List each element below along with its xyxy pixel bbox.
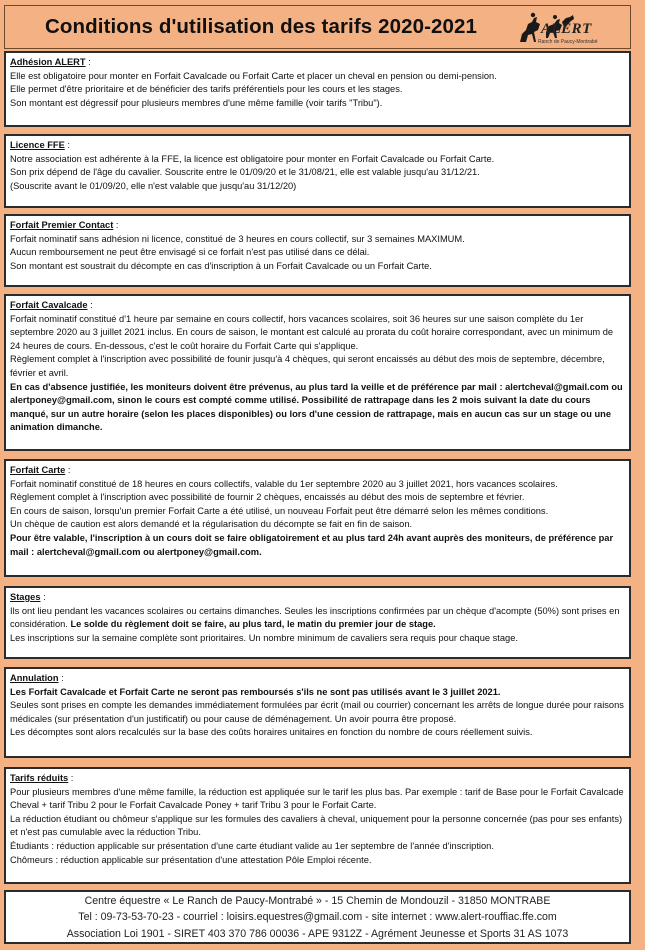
cavalcade-absence-rules: En cas d'absence justifiée, les moniteurs doivent être prévenus, au plus tard la veille et de préférence par mail : alertcheval@gmail.com ou alertponey@gmail.com, sinon le cours est compté comme utilisé. Possibilité de rattrapage dans les 2 mois suivant la date du cours manqué, sur un autre horaire (selon les places disponibles) ou lors d'une cession de rattrapage, mais en aucun cas sur un stage ou une animation dimanche.	[10, 381, 623, 433]
section-title: Licence FFE	[10, 140, 65, 150]
header-banner	[4, 5, 631, 49]
carte-line-4: Un chèque de caution est alors demandé et la régularisation du décompte se fait en fin de saison.	[10, 519, 413, 530]
section-premier-contact: Forfait Premier Contact : Forfait nominatif sans adhésion ni licence, constitué de 3 heures en cours collectif, sur 3 semaines MAXIMUM. Aucun remboursement ne peut être envisagé si ce forfait n'est pas utilisé dans ce délai. Son montant est soustrait du décompte en cas d'inscription à un Forfait Cavalcade ou un Forfait Carte.	[4, 214, 631, 287]
carte-line-1: Forfait nominatif constitué de 18 heures en cours collectifs, valable du 1er septembre 2020 au 3 juillet 2021, hors vacances scolaires.	[10, 478, 558, 489]
carte-line-2: Règlement complet à l'inscription avec possibilité de fournir 2 chèques, encaissés au début des mois de septembre et février.	[10, 492, 525, 503]
adhesion-line-1: Elle est obligatoire pour monter en Forfait Cavalcade ou Forfait Carte et placer un cheval en pension ou demi-pension.	[10, 70, 497, 81]
reduits-line-1: Pour plusieurs membres d'une même famille, la réduction est appliquée sur le tarif les plus bas. Par exemple : tarif de Base pour le Forfait Cavalcade Cheval + tarif Tribu 2 pour le Forfait Cavalcade Poney + tarif Tribu 3 pour le Forfait Carte.	[10, 786, 624, 811]
footer-address: Centre équestre « Le Ranch de Paucy-Montrabé » - 15 Chemin de Mondouzil - 31850 MONTRABE	[84, 895, 551, 907]
alert-logo	[516, 8, 606, 48]
stages-text-2: Les inscriptions sur la semaine complète sont prioritaires. Un nombre minimum de cavaliers sera requis pour chaque stage.	[10, 632, 518, 643]
reduits-line-3: Étudiants : réduction applicable sur présentation d'une carte étudiant valide au 1er septembre de l'année d'inscription.	[10, 840, 494, 851]
section-title: Forfait Carte	[10, 465, 66, 475]
annulation-text: Seules sont prises en compte les demandes immédiatement formulées par écrit (mail ou courrier) concernant les arrêts de longue durée pour raisons médicales (sur présentation d'un justificatif) ou pour cause de déménagement. Un avoir pourra être proposé.	[10, 700, 624, 724]
section-title: Adhésion ALERT	[10, 57, 86, 67]
stages-payment-rule: Le solde du règlement doit se faire, au plus tard, le matin du premier jour de stage.	[70, 619, 436, 630]
section-title: Stages	[10, 592, 41, 602]
section-title: Tarifs réduits	[10, 773, 69, 783]
section-cavalcade: Forfait Cavalcade : Forfait nominatif constitué d'1 heure par semaine en cours collectif, hors vacances scolaires, soit 36 heures sur une saison complète du 1er septembre 2020 au 3 juillet 2021 inclus. En cours de saison, le montant est calculé au prorata du coût horaire correspondant, avec un minimum de 24 heures de cours. En-dessous, c'est le coût horaire du Forfait Carte qui s'applique. Règlement complet à l'inscription avec possibilité de founir jusqu'à 4 chèques, qui seront encaissés au début des mois de septembre, décembre, février et avril. En cas d'absence justifiée, les moniteurs doivent être prévenus, au plus tard la veille et de préférence par mail : alertcheval@gmail.com ou alertponey@gmail.com, sinon le cours est compté comme utilisé. Possibilité de rattrapage dans les 2 mois suivant la date du cours manqué, sur un autre horaire (selon les places disponibles) ou lors d'une cession de rattrapage, mais en aucun cas sur un stage ou une animation dimanche.	[4, 294, 631, 451]
footer-legal: Association Loi 1901 - SIRET 403 370 786 00036 - APE 9312Z - Agrément Jeunesse et Sports 31 AS 1073	[66, 927, 569, 940]
section-stages: Stages : Ils ont lieu pendant les vacances scolaires ou certains dimanches. Seules les inscriptions confirmées par un chèque d'acompte (50%) sont prises en considération. Le solde du règlement doit se faire, au plus tard, le matin du premier jour de stage. Les inscriptions sur la semaine complète sont prioritaires. Un nombre minimum de cavaliers sera requis pour chaque stage.	[4, 586, 631, 659]
premier-contact-line-3: Son montant est soustrait du décompte en cas d'inscription à un Forfait Cavalcade ou un Forfait Carte.	[10, 260, 432, 271]
cavalcade-text: Forfait nominatif constitué d'1 heure par semaine en cours collectif, hors vacances scolaires, soit 36 heures sur une saison complète du 1er septembre 2020 au 3 juillet 2021 inclus. En cours de saison, le montant est calculé au prorata du coût horaire correspondant, avec un minimum de 24 heures de cours. En-dessous, c'est le coût horaire du Forfait Carte qui s'applique.	[10, 313, 614, 351]
reduits-line-2: La réduction étudiant ou chômeur s'applique sur les formules des cavaliers à cheval, uniquement pour la personne concernée (pas pour ses enfants) et n'est pas cumulable avec la réduction Tribu.	[10, 813, 623, 838]
footer-contact	[4, 890, 631, 944]
adhesion-line-3: Son montant est dégressif pour plusieurs membres d'une même famille (voir tarifs "Tribu").	[10, 97, 383, 108]
adhesion-line-2: Elle permet d'être prioritaire et de bénéficier des tarifs préférentiels pour les cours et les stages.	[10, 84, 403, 95]
licence-line-3: (Souscrite avant le 01/09/20, elle n'est valable que jusqu'au 31/12/20)	[10, 180, 297, 191]
annulation-text-2: Les décomptes sont alors recalculés sur la base des coûts horaires unitaires en fonction du nombre de cours réellement suivis.	[10, 727, 533, 738]
section-adhesion: Adhésion ALERT : Elle est obligatoire pour monter en Forfait Cavalcade ou Forfait Carte et placer un cheval en pension ou demi-pension. Elle permet d'être prioritaire et de bénéficier des tarifs préférentiels pour les cours et les stages. Son montant est dégressif pour plusieurs membres d'une même famille (voir tarifs "Tribu").	[4, 51, 631, 127]
stages-text: Ils ont lieu pendant les vacances scolaires ou certains dimanches. Seules les inscriptions confirmées par un chèque d'acompte (50%) sont prises en considération.	[10, 605, 620, 630]
carte-line-3: En cours de saison, lorsqu'un premier Forfait Carte a été utilisé, un nouveau Forfait peut être démarré selon les mêmes conditions.	[10, 505, 549, 516]
section-title: Forfait Cavalcade	[10, 300, 88, 310]
footer-contact-line: Tel : 09-73-53-70-23 - courriel : loisirs.equestres@gmail.com - site internet : www.alert-rouffiac.ffe.com	[78, 911, 557, 924]
annulation-no-refund: Les Forfait Cavalcade et Forfait Carte ne seront pas remboursés s'ils ne sont pas utilisés avant le 3 juillet 2021.	[10, 686, 501, 697]
section-annulation: Annulation : Les Forfait Cavalcade et Forfait Carte ne seront pas remboursés s'ils ne sont pas utilisés avant le 3 juillet 2021. Seules sont prises en compte les demandes immédiatement formulées par écrit (mail ou courrier) concernant les arrêts de longue durée pour raisons médicales (sur présentation d'un justificatif) ou pour cause de déménagement. Un avoir pourra être proposé. Les décomptes sont alors recalculés sur la base des coûts horaires unitaires en fonction du nombre de cours réellement suivis.	[4, 667, 631, 758]
section-licence: Licence FFE : Notre association est adhérente à la FFE, la licence est obligatoire pour monter en Forfait Cavalcade ou Forfait Carte. Son prix dépend de l'âge du cavalier. Souscrite entre le 01/09/20 et le 31/08/21, elle est valable jusqu'au 31/12/21. (Souscrite avant le 01/09/20, elle n'est valable que jusqu'au 31/12/20)	[4, 134, 631, 208]
section-tarifs-reduits: Tarifs réduits : Pour plusieurs membres d'une même famille, la réduction est appliquée sur le tarif les plus bas. Par exemple : tarif de Base pour le Forfait Cavalcade Cheval + tarif Tribu 2 pour le Forfait Cavalcade Poney + tarif Tribu 3 pour le Forfait Carte. La réduction étudiant ou chômeur s'applique sur les formules des cavaliers à cheval, uniquement pour la personne concernée (pas pour ses enfants) et n'est pas cumulable avec la réduction Tribu. Étudiants : réduction applicable sur présentation d'une carte étudiant valide au 1er septembre de l'année d'inscription. Chômeurs : réduction applicable sur présentation d'une attestation Pôle Emploi récente.	[4, 767, 631, 884]
section-title: Annulation	[10, 673, 59, 683]
logo-subtitle: Ranch de Paucy-Montrabé	[538, 39, 598, 45]
cavalcade-text-2: Règlement complet à l'inscription avec possibilité de founir jusqu'à 4 chèques, qui seront encaissés au début des mois de septembre, décembre, février et avril.	[10, 354, 605, 378]
logo-text: ALERT	[541, 21, 592, 37]
page-title: Conditions d'utilisation des tarifs 2020-2021	[45, 15, 478, 38]
premier-contact-line-1: Forfait nominatif sans adhésion ni licence, constitué de 3 heures en cours collectif, sur 3 semaines MAXIMUM.	[10, 233, 465, 244]
premier-contact-line-2: Aucun remboursement ne peut être envisagé si ce forfait n'est pas utilisé dans ce délai.	[10, 247, 370, 258]
licence-line-1: Notre association est adhérente à la FFE, la licence est obligatoire pour monter en Forfait Cavalcade ou Forfait Carte.	[10, 153, 495, 164]
licence-line-2: Son prix dépend de l'âge du cavalier. Souscrite entre le 01/09/20 et le 31/08/21, elle est valable jusqu'au 31/12/21.	[10, 167, 480, 178]
section-carte: Forfait Carte : Forfait nominatif constitué de 18 heures en cours collectifs, valable du 1er septembre 2020 au 3 juillet 2021, hors vacances scolaires. Règlement complet à l'inscription avec possibilité de fournir 2 chèques, encaissés au début des mois de septembre et février. En cours de saison, lorsqu'un premier Forfait Carte a été utilisé, un nouveau Forfait peut être démarré selon les mêmes conditions. Un chèque de caution est alors demandé et la régularisation du décompte se fait en fin de saison. Pour être valable, l'inscription à un cours doit se faire obligatoirement et au plus tard 24h avant auprès des moniteurs, de préférence par mail : alertcheval@gmail.com ou alertponey@gmail.com.	[4, 459, 631, 577]
section-title: Forfait Premier Contact	[10, 220, 114, 230]
carte-registration-rules: Pour être valable, l'inscription à un cours doit se faire obligatoirement et au plus tard 24h avant auprès des moniteurs, de préférence par mail : alertcheval@gmail.com ou alertponey@gmail.com.	[10, 532, 614, 557]
reduits-line-4: Chômeurs : réduction applicable sur présentation d'une attestation Pôle Emploi récente.	[10, 854, 372, 865]
